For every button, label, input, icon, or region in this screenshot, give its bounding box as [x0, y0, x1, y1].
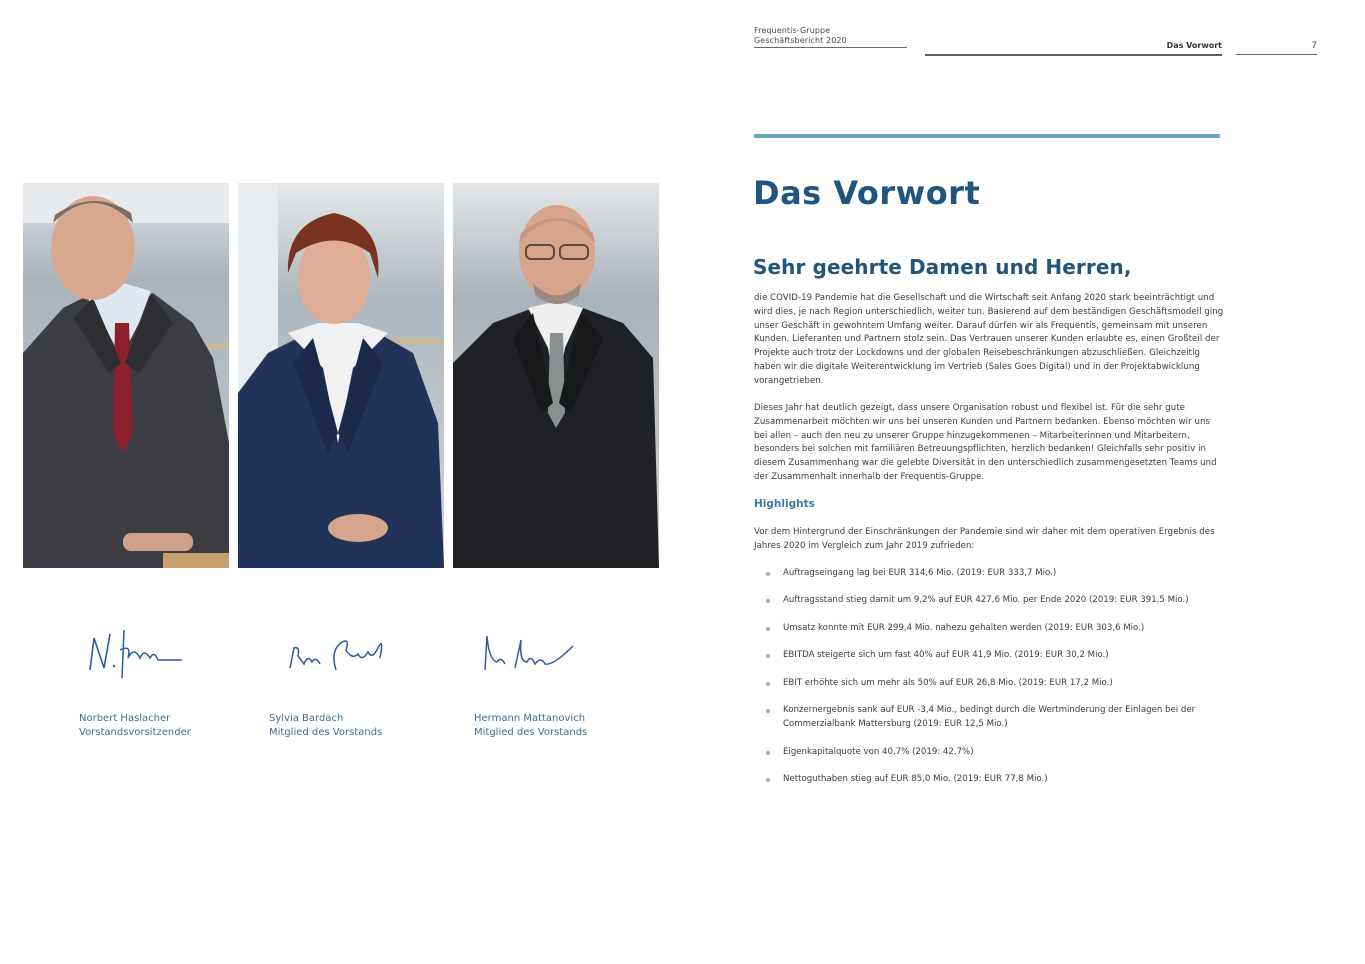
highlight-text: Auftragsstand stieg damit um 9,2% auf EUR 427,6 Mio. per Ende 2020 (2019: EUR 391,5 Mio.)	[783, 595, 1189, 606]
running-header-page	[1236, 33, 1317, 55]
signature-icon	[280, 620, 400, 690]
list-item	[766, 649, 1228, 663]
bullet-icon	[766, 572, 770, 576]
salutation: Sehr geehrte Damen und Herren,	[753, 255, 1132, 279]
highlight-text: Nettoguthaben stieg auf EUR 85,0 Mio. (2019: EUR 77,8 Mio.)	[783, 774, 1048, 785]
signature-icon	[82, 620, 202, 690]
portrait-photo-haslacher	[23, 183, 229, 568]
list-item	[766, 677, 1228, 691]
bullet-icon	[766, 709, 770, 713]
portrait-image	[453, 183, 659, 568]
running-header-section	[925, 33, 1222, 56]
bullet-icon	[766, 654, 770, 658]
paragraph-1: die COVID-19 Pandemie hat die Gesellschaft und die Wirtschaft seit Anfang 2020 stark beeinträchtigt und wird dies, je nach Region unterschiedlich, weiter tun. Basierend auf dem beständigen Geschäftsmodell ging unser Geschäft in gewohntem Umfang weiter. Darauf dürfen wir als Frequentis, gemeinsam mit unseren Kunden, Lieferanten und Partnern stolz sein. Das Vertrauen unserer Kunden erlaubte es, einen Großteil der Projekte auch trotz der Lockdowns und der globalen Reisebeschränkungen abzuschließen. Gleichzeitig haben wir die digitale Weiterentwicklung im Vertrieb (Sales Goes Digital) und in der Projektabwicklung vorangetrieben.	[754, 293, 1224, 386]
highlights-heading: Highlights	[754, 498, 815, 510]
bullet-icon	[766, 682, 770, 686]
highlight-text: Umsatz konnte mit EUR 299,4 Mio. nahezu gehalten werden (2019: EUR 303,6 Mio.)	[783, 622, 1145, 633]
bullet-icon	[766, 778, 770, 782]
member-name: Norbert Haslacher	[79, 713, 171, 724]
list-item	[766, 746, 1228, 760]
bullet-icon	[766, 627, 770, 631]
signature-bardach	[280, 620, 400, 690]
member-name: Hermann Mattanovich	[474, 713, 586, 724]
member-role: Vorstandsvorsitzender	[79, 727, 191, 738]
paragraph-2: Dieses Jahr hat deutlich gezeigt, dass unsere Organisation robust und flexibel ist. Für die sehr gute Zusammenarbeit möchten wir uns bei unseren Kunden und Partnern bedanken. Ebenso möchten wir uns bei allen – auch den neu zu unserer Gruppe hinzugekommenen – Mitarbeiterinnen und Mitarbeitern, besonders bei solchen mit familiären Betreuungspflichten, herzlich bedanken! Gleichfalls sehr positiv in diesem Zusammenhang war die gelebte Diversität in den unterschiedlich zusammengesetzten Teams und der Zusammenhalt innerhalb der Frequentis-Gruppe.	[754, 403, 1217, 482]
page-title: Das Vorwort	[753, 174, 981, 212]
list-item	[766, 567, 1228, 581]
board-member-mattanovich	[474, 712, 587, 740]
portrait-photo-mattanovich	[453, 183, 659, 568]
signature-haslacher	[82, 620, 202, 690]
highlight-text: EBIT erhöhte sich um mehr als 50% auf EUR 26,8 Mio. (2019: EUR 17,2 Mio.)	[783, 677, 1113, 688]
member-name: Sylvia Bardach	[269, 713, 344, 724]
header-company: Frequentis-Gruppe	[754, 26, 831, 35]
portrait-image	[238, 183, 444, 568]
highlight-text: Auftragseingang lag bei EUR 314,6 Mio. (2019: EUR 333,7 Mio.)	[783, 568, 1057, 578]
bullet-icon	[766, 599, 770, 603]
list-item	[766, 594, 1228, 608]
list-item	[766, 773, 1228, 787]
page-number: 7	[1311, 41, 1317, 51]
member-role: Mitglied des Vorstands	[269, 727, 383, 738]
list-item	[766, 622, 1228, 636]
highlight-text: Konzernergebnis sank auf EUR -3,4 Mio., bedingt durch die Wertminderung der Einlagen bei der Commerzialbank Mattersburg (2019: EUR 12,5 Mio.)	[783, 705, 1196, 730]
member-role: Mitglied des Vorstands	[474, 727, 588, 738]
running-header-left	[754, 26, 907, 48]
list-item	[766, 704, 1228, 732]
accent-rule	[754, 134, 1220, 138]
board-member-bardach	[269, 712, 382, 740]
bullet-icon	[766, 751, 770, 755]
highlight-text: Eigenkapitalquote von 40,7% (2019: 42,7%)	[783, 746, 974, 757]
signature-mattanovich	[475, 620, 595, 690]
signature-icon	[475, 620, 595, 690]
highlight-text: EBITDA steigerte sich um fast 40% auf EUR 41,9 Mio. (2019: EUR 30,2 Mio.)	[783, 650, 1109, 661]
board-member-haslacher	[79, 712, 191, 740]
header-section-title: Das Vorwort	[1166, 41, 1222, 50]
highlights-list	[766, 567, 1228, 801]
portrait-photo-bardach	[238, 183, 444, 568]
portrait-image	[23, 183, 229, 568]
header-report: Geschäftsbericht 2020	[754, 36, 847, 45]
highlights-intro: Vor dem Hintergrund der Einschränkungen der Pandemie sind wir daher mit dem operativen Ergebnis des Jahres 2020 im Vergleich zum Jahr 2019 zufrieden:	[754, 527, 1215, 551]
